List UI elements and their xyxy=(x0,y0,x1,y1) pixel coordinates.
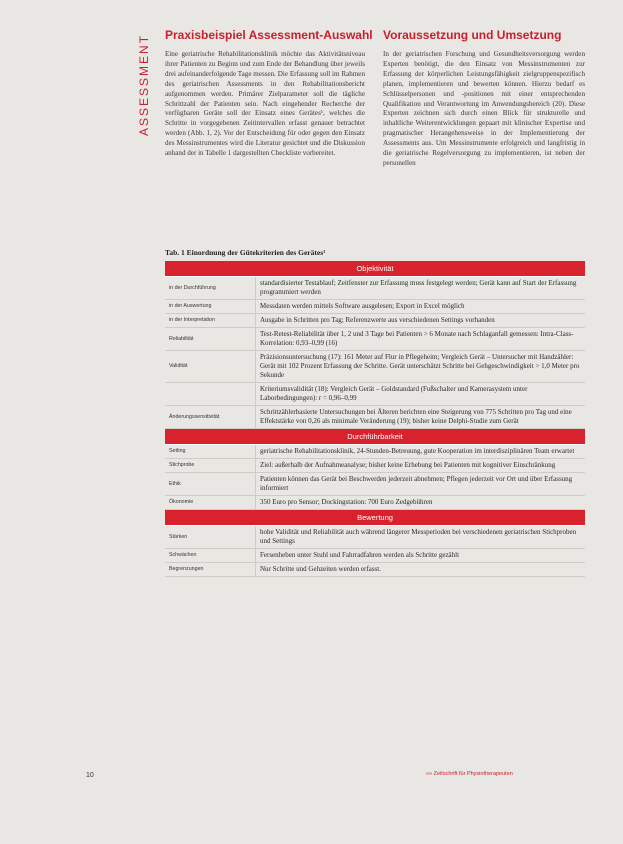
criterion-value: hohe Validität und Reliabilität auch während längerer Messperioden bei verschiedenen geriatrischen Stichproben und Settings xyxy=(256,526,586,549)
table-row xyxy=(165,351,585,383)
criterion-value: 350 Euro pro Sensor; Dockingstation: 700 Euro Zedgebühren xyxy=(256,496,586,510)
table-row xyxy=(165,473,585,496)
left-column-title: Praxisbeispiel Assessment-Auswahl xyxy=(165,28,373,42)
criterion-value: geriatrische Rehabilitationsklinik, 24-Stunden-Betreuung, gute Kooperation im interdisziplinären Team erwartet xyxy=(256,445,586,459)
criterion-label: Ökonomie xyxy=(165,496,256,510)
table-row xyxy=(165,445,585,459)
criterion-label: Begrenzungen xyxy=(165,563,256,577)
criterion-value: Nur Schritte und Gehzeiten werden erfasst. xyxy=(256,563,586,577)
table-section-header xyxy=(165,510,585,526)
criterion-label: in der Durchführung xyxy=(165,277,256,300)
criterion-label: Stichprobe xyxy=(165,459,256,473)
section-tab: ASSESSMENT xyxy=(137,33,151,137)
criterion-label xyxy=(165,383,256,406)
table-row xyxy=(165,496,585,510)
criterion-label: Validität xyxy=(165,351,256,383)
criterion-label: Reliabilität xyxy=(165,328,256,351)
criterion-value: Schrittzählerbasierte Untersuchungen bei Älteren berichten eine Steigerung von 775 Schritten pro Tag und eine Effektstärke von 0,26 als minimale Veränderung (19); bisher keine Delphi-Studie zum Gerät xyxy=(256,406,586,429)
criterion-label: Änderungssensitivität xyxy=(165,406,256,429)
table-section-header xyxy=(165,261,585,277)
criterion-value: Messdaten werden mittels Software ausgelesen; Export in Excel möglich xyxy=(256,300,586,314)
table-row xyxy=(165,328,585,351)
section-heading: Bewertung xyxy=(165,510,585,526)
table-row xyxy=(165,300,585,314)
left-column-text xyxy=(165,50,365,159)
journal-footer: »» Zeitschrift für Physiotherapeuten xyxy=(426,771,513,777)
criteria-table xyxy=(165,261,585,577)
right-paragraph: In der geriatrischen Forschung und Gesundheitsversorgung werden Experten benötigt, die den Einsatz von Messinstrumenten zur Erfassung der körperlichen Leistungsfähigkeit zielgruppenspezifisch planen, implementieren und bewerten können. Hierzu bedarf es Schlüsselpersonen und -positionen mit einer entsprechenden Qualifikation und Verantwortung im Anwendungsbereich (20). Diese Experten zeichnen sich durch einen Blick für strukturelle und inhaltliche Weiterentwicklungen gepaart mit klinischer Expertise und pragmatischer Herangehensweise in der Implementierung der Assessments aus. Um Messinstrumente erfolgreich und langfristig in die geriatrische Regelversorgung zu implementieren, ist neben der personellen xyxy=(383,50,585,167)
criterion-value: Ziel: außerhalb der Aufnahmeanalyse; bisher keine Erhebung bei Patienten mit kognitiver Einschränkung xyxy=(256,459,586,473)
table-row xyxy=(165,563,585,577)
left-paragraph: Eine geriatrische Rehabilitationsklinik möchte das Aktivitätsniveau ihrer Patienten zu Beginn und zum Ende der Behandlung über jeweils drei aufeinanderfolgende Tage messen. Die Erfassung soll im Rahmen des geriatrischen Assessments in den Rehabilitationsbericht aufgenommen werden. Primärer Zielparameter soll die tägliche Schrittzahl der Patienten sein. Nach eingehender Recherche der verfügbaren Geräte soll der Einsatz eines Gerätes¹, welches die Schritte in vorgegebenen Zeitintervallen erfasst genauer betrachtet werden (Abb. 1, 2). Vor der Entscheidung für oder gegen den Einsatz des Messinstrumentes wird die Literatur gesichtet und die Diskussion anhand der in Tabelle 1 dargestellten Checkliste vorbereitet. xyxy=(165,50,365,158)
criterion-value: Test-Retest-Reliabilität über 1, 2 und 3 Tage bei Patienten > 6 Monate nach Schlaganfall gemessen: Intra-Class-Korrelation: 0,93–0,99 (16) xyxy=(256,328,586,351)
section-heading: Objektivität xyxy=(165,261,585,277)
table-row xyxy=(165,383,585,406)
right-column-title: Voraussetzung und Umsetzung xyxy=(383,28,562,42)
criterion-label: Schwächen xyxy=(165,549,256,563)
table-row xyxy=(165,277,585,300)
page-number: 10 xyxy=(86,772,94,779)
criterion-label: Stärken xyxy=(165,526,256,549)
table-row xyxy=(165,406,585,429)
table-section-header xyxy=(165,429,585,445)
table-row xyxy=(165,549,585,563)
table-row xyxy=(165,459,585,473)
criterion-value: Ausgabe in Schritten pro Tag; Referenzwerte aus verschiedenen Settings vorhanden xyxy=(256,314,586,328)
right-column-text xyxy=(383,50,585,169)
table-caption: Tab. 1 Einordnung der Gütekriterien des Gerätes¹ xyxy=(165,248,326,257)
table-row xyxy=(165,526,585,549)
criterion-value: standardisierter Testablauf; Zeitfenster zur Erfassung muss festgelegt werden; Gerät kann auf Start der Erfassung programmiert werden xyxy=(256,277,586,300)
criterion-value: Präzisionsuntersuchung (17): 161 Meter auf Flur in Pflegeheim; Vergleich Gerät – Untersucher mit Handzähler: Gerät mit 102 Prozent Erfassung der Schritte. Gerät unterschätzt Schritte bei Gehgeschwindigkeit > 1,0 Meter pro Sekunde xyxy=(256,351,586,383)
criterion-label: in der Interpretation xyxy=(165,314,256,328)
criterion-value: Fersenheben unter Stuhl und Fahrradfahren werden als Schritte gezählt xyxy=(256,549,586,563)
criterion-label: in der Auswertung xyxy=(165,300,256,314)
criterion-value: Kriteriumsvalidität (18): Vergleich Gerät – Goldstandard (Fußschalter und Kamerasystem unter Laborbedingungen): r = 0,96–0,99 xyxy=(256,383,586,406)
table-row xyxy=(165,314,585,328)
criterion-value: Patienten können das Gerät bei Beschwerden jederzeit abnehmen; Pflegen jederzeit vor Ort und über Erfassung informiert xyxy=(256,473,586,496)
criterion-label: Setting xyxy=(165,445,256,459)
criteria-table-body xyxy=(165,261,585,577)
criterion-label: Ethik xyxy=(165,473,256,496)
section-heading: Durchführbarkeit xyxy=(165,429,585,445)
